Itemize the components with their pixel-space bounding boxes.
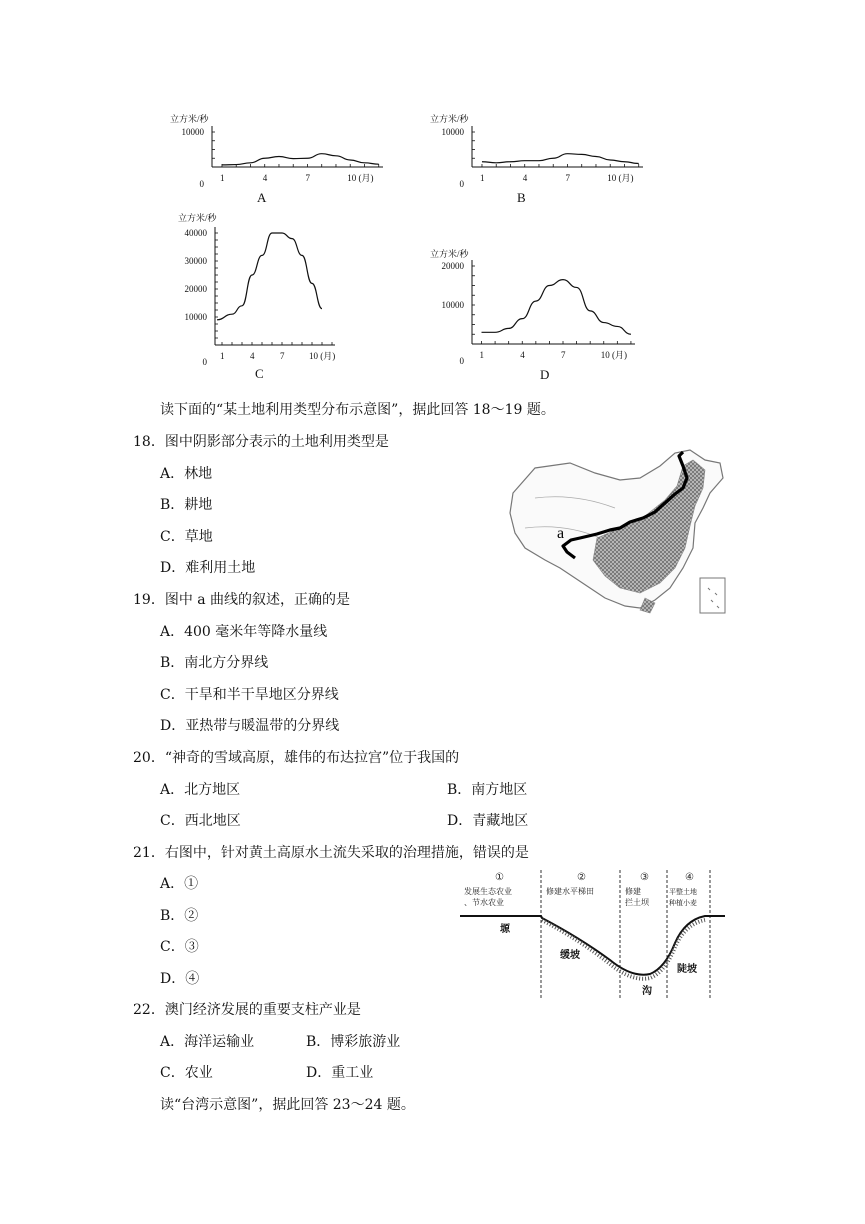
section-num-3: ③ [640,872,649,883]
q20-option-d[interactable]: D．青藏地区 [447,813,529,829]
chart-C [170,210,400,385]
chart-B [430,112,660,207]
chart-A-unit: 立方米/秒 [170,114,209,124]
question-19: 19．图中 a 曲线的叙述，正确的是 [133,592,351,608]
q20-option-c[interactable]: C．西北地区 [160,813,241,829]
chart-D-letter: D [540,367,550,382]
chart-B-ytick-label: 10000 [441,127,464,137]
section-num-2: ② [577,872,586,883]
chart-A-xtick-label: 10 (月) [347,173,374,183]
chart-B-xtick-label: 10 (月) [607,173,634,183]
chart-C-xtick-label: 10 (月) [309,351,336,361]
chart-D-ytick-label: 20000 [441,261,464,271]
q22-option-a[interactable]: A．海洋运输业 [160,1034,255,1050]
section-text-4: 平整土地种植小麦 [669,888,697,907]
chart-C-series-line [217,233,322,320]
q21-option-a[interactable]: A．① [160,876,199,892]
chart-D-series-line [482,280,631,335]
chart-D-xtick-label: 7 [561,350,566,360]
chart-C-xtick-label: 7 [280,351,285,361]
china-land-use-map [505,448,730,623]
chart-D-ytick-label: 0 [459,356,464,366]
chart-C-ytick-label: 20000 [184,284,207,294]
section-text-1: 发展生态农业、节水农业 [464,887,512,907]
chart-A-ytick-label: 0 [199,179,204,189]
section-text-3: 修建拦土坝 [625,887,649,907]
label-yuan: 塬 [500,924,510,935]
loess-plateau-section-diagram [460,868,725,1000]
chart-D-unit: 立方米/秒 [430,249,469,259]
q18-option-a[interactable]: A．林地 [160,466,213,482]
chart-A-xtick-label: 1 [219,173,225,183]
q20-option-b[interactable]: B．南方地区 [447,782,528,798]
chart-A-xtick-label: 7 [305,173,310,183]
q19-option-b[interactable]: B．南北方分界线 [160,655,269,671]
label-steep-slope: 陡坡 [677,964,697,975]
chart-A [170,112,400,207]
question-22: 22．澳门经济发展的重要支柱产业是 [133,1002,361,1018]
chart-B-ytick-label: 0 [459,179,464,189]
chart-A-ytick-label: 10000 [181,127,204,137]
chart-B-series-line [482,154,639,164]
chart-A-xtick-label: 4 [262,173,268,183]
q19-option-d[interactable]: D．亚热带与暖温带的分界线 [160,718,340,734]
question-21: 21．右图中，针对黄土高原水土流失采取的治理措施，错误的是 [133,845,529,861]
chart-D [430,245,660,385]
section-num-4: ④ [685,872,694,883]
q22-option-d[interactable]: D．重工业 [306,1065,374,1081]
chart-B-xtick-label: 4 [522,173,528,183]
q18-option-b[interactable]: B．耕地 [160,497,213,513]
q18-option-d[interactable]: D．难利用土地 [160,560,256,576]
chart-C-xtick-label: 4 [250,351,255,361]
label-gully: 沟 [642,986,652,997]
label-gentle-slope: 缓坡 [560,950,580,961]
chart-B-xtick-label: 7 [565,173,570,183]
chart-D-xtick-label: 4 [520,350,525,360]
intro-23-24: 读“台湾示意图”，据此回答 23～24 题。 [160,1097,415,1113]
chart-C-ytick-label: 30000 [184,256,207,266]
q21-option-b[interactable]: B．② [160,908,199,924]
curve-a-label: a [557,525,565,542]
chart-B-xtick-label: 1 [479,173,485,183]
chart-D-ytick-label: 10000 [441,300,464,310]
q19-option-c[interactable]: C．干旱和半干旱地区分界线 [160,687,339,703]
chart-A-letter: A [257,190,267,205]
section-num-1: ① [495,872,504,883]
chart-C-ytick-label: 40000 [184,228,207,238]
chart-C-unit: 立方米/秒 [178,213,217,223]
chart-D-xtick-label: 10 (月) [600,350,628,360]
chart-D-xtick-label: 1 [479,350,485,360]
intro-18-19: 读下面的“某土地利用类型分布示意图”，据此回答 18～19 题。 [160,402,555,418]
q21-option-c[interactable]: C．③ [160,939,199,955]
q22-option-c[interactable]: C．农业 [160,1065,213,1081]
q20-option-a[interactable]: A．北方地区 [160,782,241,798]
q22-option-b[interactable]: B．博彩旅游业 [306,1034,401,1050]
chart-B-unit: 立方米/秒 [430,114,469,124]
chart-C-letter: C [255,366,264,381]
chart-C-xtick-label: 1 [220,351,225,361]
chart-A-series-line [222,154,379,165]
q18-option-c[interactable]: C．草地 [160,529,213,545]
question-20: 20．“神奇的雪域高原，雄伟的布达拉宫”位于我国的 [133,750,460,766]
question-18: 18．图中阴影部分表示的土地利用类型是 [133,434,389,450]
section-text-2: 修建水平梯田 [546,887,594,896]
chart-C-ytick-label: 0 [202,357,207,367]
q21-option-d[interactable]: D．④ [160,971,200,987]
south-sea-inset [700,578,725,613]
q19-option-a[interactable]: A．400 毫米年等降水量线 [160,624,328,640]
chart-C-ytick-label: 10000 [184,312,207,322]
chart-B-letter: B [517,190,526,205]
